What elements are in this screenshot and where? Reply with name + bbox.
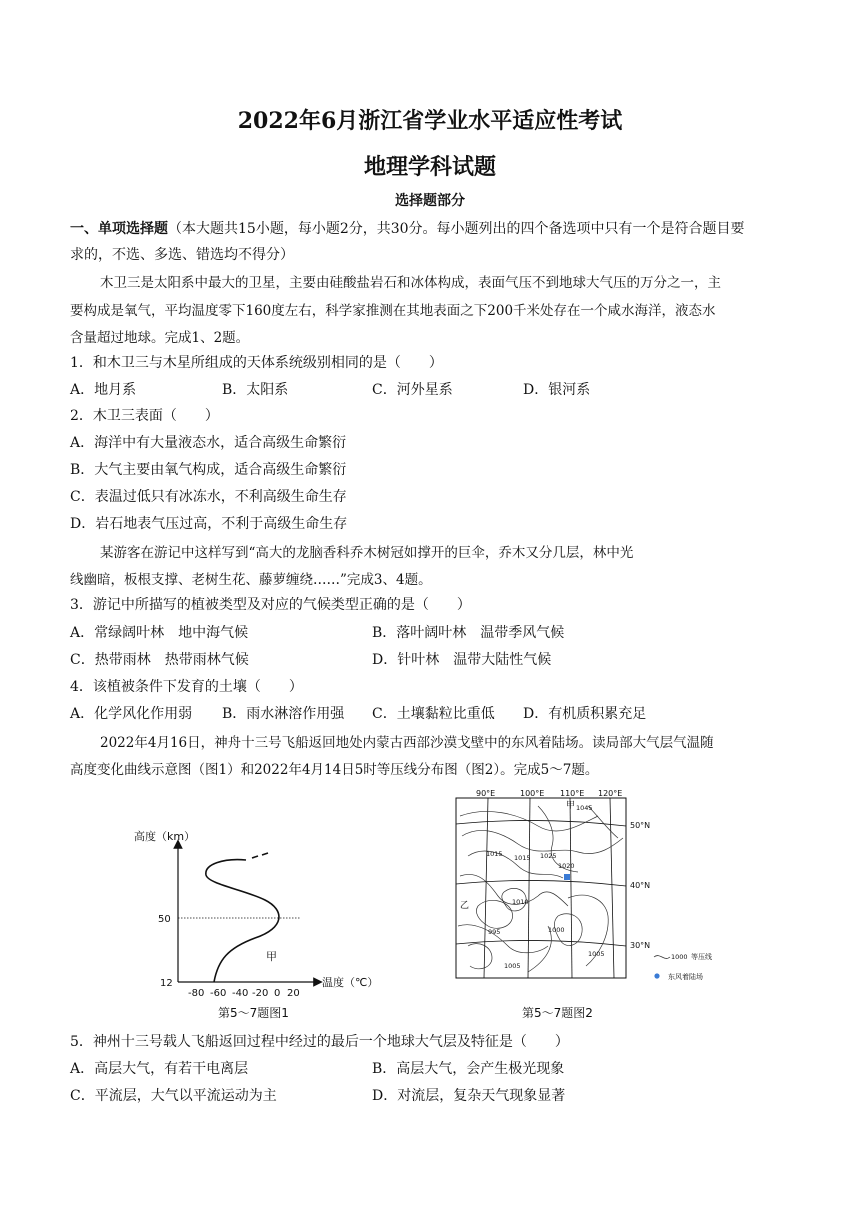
question-5-stem: 5．神州十三号载人飞船返回过程中经过的最后一个地球大气层及特征是（ ） xyxy=(70,1034,569,1050)
figure-1-x-tick-20: 20 xyxy=(287,988,300,999)
figure-1-curve-label: 甲 xyxy=(266,950,277,963)
figure-1-x-tick-minus80: -80 xyxy=(188,988,205,999)
figure-2-isobar-label-1025: 1025 xyxy=(540,852,557,860)
figure-1-curve-continuation xyxy=(252,853,268,858)
passage-2-line-2: 线幽暗，板根支撑、老树生花、藤萝缠绕……”完成3、4题。 xyxy=(70,572,432,588)
figure-2-isobar-label-1000: 1000 xyxy=(548,926,565,934)
subject-title: 地理学科试题 xyxy=(363,154,496,180)
question-3-option-d: D．针叶林 温带大陆性气候 xyxy=(372,652,552,668)
question-4-stem: 4．该植被条件下发育的土壤（ ） xyxy=(70,679,303,695)
figure-1-x-tick-minus20: -20 xyxy=(252,988,269,999)
figure-1-temperature-altitude-chart xyxy=(120,820,400,1000)
passage-1-line-1: 木卫三是太阳系中最大的卫星，主要由硅酸盐岩石和冰体构成，表面气压不到地球大气压的万分之一，主 xyxy=(100,275,721,291)
figure-2-isobar-map xyxy=(448,786,738,998)
figure-1-y-tick-50: 50 xyxy=(158,914,171,925)
figure-1-x-axis-label: 温度（℃） xyxy=(322,976,379,989)
question-4-option-d: D．有机质积累充足 xyxy=(523,706,647,722)
question-4-option-b: B．雨水淋溶作用强 xyxy=(222,706,345,722)
figure-2-legend-site-text: 东风着陆场 xyxy=(668,973,703,981)
question-3-option-a: A．常绿阔叶林 地中海气候 xyxy=(70,625,249,641)
figure-2-isobar-label-1015-b: 1015 xyxy=(514,854,531,862)
passage-2-line-1: 某游客在游记中这样写到“高大的龙脑香科乔木树冠如撑开的巨伞，乔木又分几层，林中光 xyxy=(100,545,634,561)
figure-2-region-yi: 乙 xyxy=(460,901,470,911)
question-1-stem: 1．和木卫三与木星所组成的天体系统级别相同的是（ ） xyxy=(70,355,443,371)
figure-2-region-jia: 甲 xyxy=(566,801,576,811)
figure-2-lon-110: 110°E xyxy=(560,789,585,798)
figure-1-x-tick-minus40: -40 xyxy=(232,988,249,999)
figure-2-isobar-label-1005-a: 1005 xyxy=(588,950,605,958)
question-3-option-c: C．热带雨林 热带雨林气候 xyxy=(70,652,249,668)
question-2-stem: 2．木卫三表面（ ） xyxy=(70,408,219,424)
question-1-option-d: D．银河系 xyxy=(523,382,591,398)
figure-2-lat-40: 40°N xyxy=(630,881,651,890)
question-5-option-c: C．平流层，大气以平流运动为主 xyxy=(70,1088,277,1104)
figure-2-legend-site-symbol xyxy=(654,973,659,978)
question-3-option-b: B．落叶阔叶林 温带季风气候 xyxy=(372,625,565,641)
figure-2-legend-isobar-text: 等压线 xyxy=(691,953,712,961)
question-2-option-c: C．表温过低只有冰冻水，不利高级生命生存 xyxy=(70,489,347,505)
passage-1-line-2: 要构成是氧气，平均温度零下160度左右，科学家推测在其地表面之下200千米处存在一个咸水海洋，液态水 xyxy=(70,303,716,319)
figure-2-isobar-label-1045: 1045 xyxy=(576,804,593,812)
figure-1-x-tick-0: 0 xyxy=(274,988,281,999)
section-title: 选择题部分 xyxy=(395,193,465,209)
passage-1-line-3: 含量超过地球。完成1、2题。 xyxy=(70,330,250,346)
figure-2-isobar-label-995: 995 xyxy=(488,928,501,936)
figure-2-lon-100: 100°E xyxy=(520,789,545,798)
figure-2-legend-isobar-symbol xyxy=(654,956,670,959)
figure-2-isobar-label-1010: 1010 xyxy=(512,898,529,906)
question-4-option-a: A．化学风化作用弱 xyxy=(70,706,193,722)
passage-3-line-2: 高度变化曲线示意图（图1）和2022年4月14日5时等压线分布图（图2）。完成5～7题。 xyxy=(70,762,599,778)
figure-2-legend-isobar-value: 1000 xyxy=(671,953,688,961)
question-3-stem: 3．游记中所描写的植被类型及对应的气候类型正确的是（ ） xyxy=(70,597,471,613)
instructions-line-1 xyxy=(70,218,745,238)
question-2-option-b: B．大气主要由氧气构成，适合高级生命繁衍 xyxy=(70,462,347,478)
instructions-line-2: 求的，不选、多选、错选均不得分） xyxy=(70,247,294,263)
question-1-option-b: B．太阳系 xyxy=(222,382,289,398)
figure-2-landing-site-marker xyxy=(564,874,570,880)
question-1-option-c: C．河外星系 xyxy=(372,382,453,398)
exam-title: 2022年6月浙江省学业水平适应性考试 xyxy=(237,108,623,134)
figure-2-lon-120: 120°E xyxy=(598,789,623,798)
figure-1-caption: 第5～7题图1 xyxy=(218,1006,289,1020)
question-5-option-a: A．高层大气，有若干电离层 xyxy=(70,1061,249,1077)
question-5-option-d: D．对流层，复杂天气现象显著 xyxy=(372,1088,566,1104)
figure-1-y-tick-12: 12 xyxy=(160,978,173,989)
question-5-option-b: B．高层大气，会产生极光现象 xyxy=(372,1061,565,1077)
question-1-option-a: A．地月系 xyxy=(70,382,137,398)
figure-2-isobar-label-1015-a: 1015 xyxy=(486,850,503,858)
passage-3-line-1: 2022年4月16日，神舟十三号飞船返回地处内蒙古西部沙漠戈壁中的东风着陆场。读局部大气层气温随 xyxy=(100,735,714,751)
figure-2-isobar-label-1005-b: 1005 xyxy=(504,962,521,970)
figure-1-x-tick-minus60: -60 xyxy=(210,988,227,999)
figure-2-lat-50: 50°N xyxy=(630,821,651,830)
figure-1-y-axis-label: 高度（km） xyxy=(134,830,196,843)
figure-2-lon-90: 90°E xyxy=(476,789,496,798)
question-2-option-d: D．岩石地表气压过高，不利于高级生命生存 xyxy=(70,516,348,532)
question-2-option-a: A．海洋中有大量液态水，适合高级生命繁衍 xyxy=(70,435,347,451)
figure-2-isobar-label-1020: 1020 xyxy=(558,862,575,870)
instructions-text: （本大题共15小题，每小题2分，共30分。每小题列出的四个备选项中只有一个是符合题目要 xyxy=(168,221,745,237)
figure-1-temperature-curve xyxy=(206,860,279,982)
question-4-option-c: C．土壤黏粒比重低 xyxy=(372,706,495,722)
part-label: 一、单项选择题 xyxy=(70,221,168,237)
figure-2-caption: 第5～7题图2 xyxy=(522,1006,593,1020)
figure-2-lat-30: 30°N xyxy=(630,941,651,950)
